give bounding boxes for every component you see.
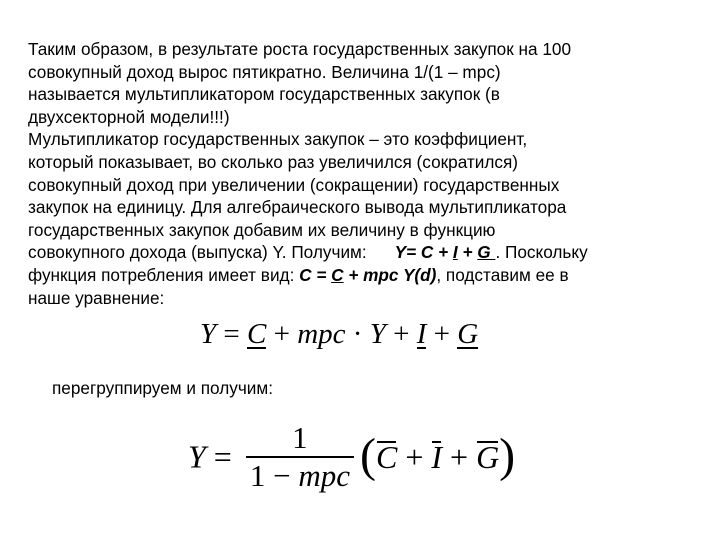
eq-symbol: I [431, 438, 443, 475]
line-text: , подставим ее в [436, 264, 569, 285]
text-line [28, 264, 698, 287]
formula-part: Y= C + [394, 242, 453, 263]
line-text: функция потребления имеет вид: [28, 264, 300, 285]
multiplier-fraction [246, 420, 354, 494]
right-paren: ) [499, 428, 516, 482]
text-line: совокупный доход при увеличении (сокращении) государственных [28, 174, 560, 195]
formula-part: G [477, 242, 496, 263]
formula-part: C = [299, 264, 332, 285]
text-line: закупок на единицу. Для алгебраического вывода мультипликатора [28, 197, 567, 218]
eq-operator: + [426, 318, 458, 350]
fraction-numerator: 1 [292, 420, 308, 455]
equation-2 [188, 420, 515, 494]
formula-part: I [452, 242, 458, 263]
main-paragraph [28, 38, 698, 309]
eq-operator: + [266, 318, 298, 350]
eq-symbol: Y [200, 318, 217, 350]
eq-operator: + [442, 438, 477, 475]
eq-symbol: mpc [297, 318, 346, 350]
line-text: совокупного дохода (выпуска) Y. Получим: [28, 242, 367, 263]
paren-content [376, 439, 499, 475]
fraction-denominator [246, 458, 354, 494]
text-line: совокупный доход вырос пятикратно. Величина 1/(1 – mpc) [28, 61, 501, 82]
text-line: называется мультипликатором государственных закупок (в [28, 84, 500, 105]
eq-operator: − [265, 458, 299, 493]
line-text: . Поскольку [495, 242, 588, 263]
eq-operator: + [397, 438, 432, 475]
text-line: который показывает, во сколько раз увеличился (сократился) [28, 151, 519, 172]
eq-symbol: mpc [298, 458, 350, 493]
eq-symbol: Y [369, 318, 386, 350]
eq-operator: = [205, 438, 240, 475]
text-line: наше уравнение: [28, 287, 165, 308]
eq-symbol: I [416, 318, 427, 350]
formula-part: C [331, 264, 344, 285]
eq-symbol: C [247, 318, 267, 350]
text-line: Таким образом, в результате роста государственных закупок на 100 [28, 39, 572, 59]
eq-symbol: Y [188, 438, 206, 475]
regroup-text: перегруппируем и получим: [52, 378, 273, 398]
eq-operator: = [216, 318, 247, 350]
eq-symbol: G [476, 438, 500, 475]
eq-symbol: C [375, 438, 398, 475]
text-line: государственных закупок добавим их величину в функцию [28, 219, 496, 240]
text-line [28, 241, 698, 264]
eq-operator: + [385, 318, 417, 350]
left-paren: ( [359, 428, 376, 482]
equation-1 [200, 318, 478, 351]
formula-part: + mpc Y(d) [343, 264, 437, 285]
formula-part: + [457, 242, 478, 263]
text-line: Мультипликатор государственных закупок – это коэффициент, [28, 129, 528, 150]
eq-operator: · [345, 318, 370, 350]
inline-formula [395, 242, 496, 262]
inline-formula [299, 265, 436, 285]
text-line: двухсекторной модели!!!) [28, 106, 230, 127]
eq-symbol: 1 [249, 458, 266, 493]
eq-symbol: G [457, 318, 479, 350]
